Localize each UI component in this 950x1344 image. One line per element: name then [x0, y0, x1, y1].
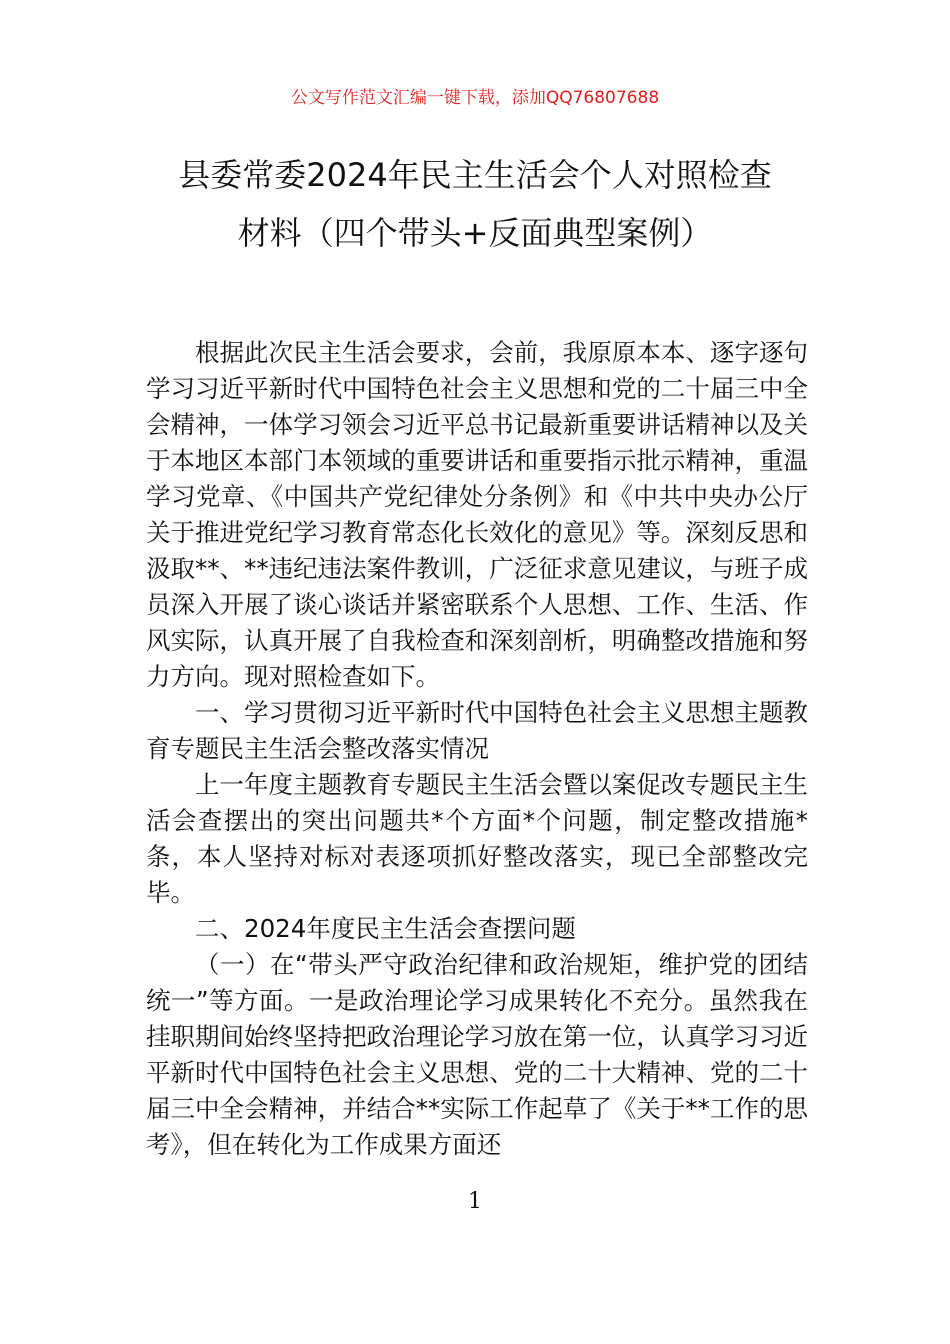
- page-number: 1: [468, 1189, 482, 1214]
- title-line-1: 县委常委2024年民主生活会个人对照检查: [178, 156, 772, 194]
- section-heading-2: 二、2024年度民主生活会查摆问题: [195, 914, 576, 943]
- document-title: [120, 146, 830, 262]
- title-line-2: 材料（四个带头+反面典型案例）: [237, 214, 713, 252]
- paragraph-subsection-1: （一）在“带头严守政治纪律和政治规矩，维护党的团结统一”等方面。一是政治理论学习成果转化不充分。虽然我在挂职期间始终坚持把政治理论学习放在第一位，认真学习习近平新时代中国特色社会主义思想、党的二十大精神、党的二十届三中全会精神，并结合**实际工作起草了《关于**工作的思考》，但在转化为工作成果方面还: [146, 950, 808, 1159]
- header-download-note: 公文写作范文汇编一键下载，添加QQ76807688: [290, 88, 660, 108]
- paragraph-intro: 根据此次民主生活会要求，会前，我原原本本、逐字逐句学习习近平新时代中国特色社会主义思想和党的二十届三中全会精神，一体学习领会习近平总书记最新重要讲话精神以及关于本地区本部门本领域的重要讲话和重要指示批示精神，重温学习党章、《中国共产党纪律处分条例》和《中共中央办公厅关于推进党纪学习教育常态化长效化的意见》等。深刻反思和汲取**、**违纪违法案件教训，广泛征求意见建议，与班子成员深入开展了谈心谈话并紧密联系个人思想、工作、生活、作风实际，认真开展了自我检查和深刻剖析，明确整改措施和努力方向。现对照检查如下。: [146, 338, 808, 691]
- paragraph-section-1: 上一年度主题教育专题民主生活会暨以案促改专题民主生活会查摆出的突出问题共*个方面*个问题，制定整改措施*条，本人坚持对标对表逐项抓好整改落实，现已全部整改完毕。: [146, 770, 808, 907]
- document-body: [146, 335, 808, 1163]
- section-heading-1: 一、学习贯彻习近平新时代中国特色社会主义思想主题教育专题民主生活会整改落实情况: [146, 698, 808, 763]
